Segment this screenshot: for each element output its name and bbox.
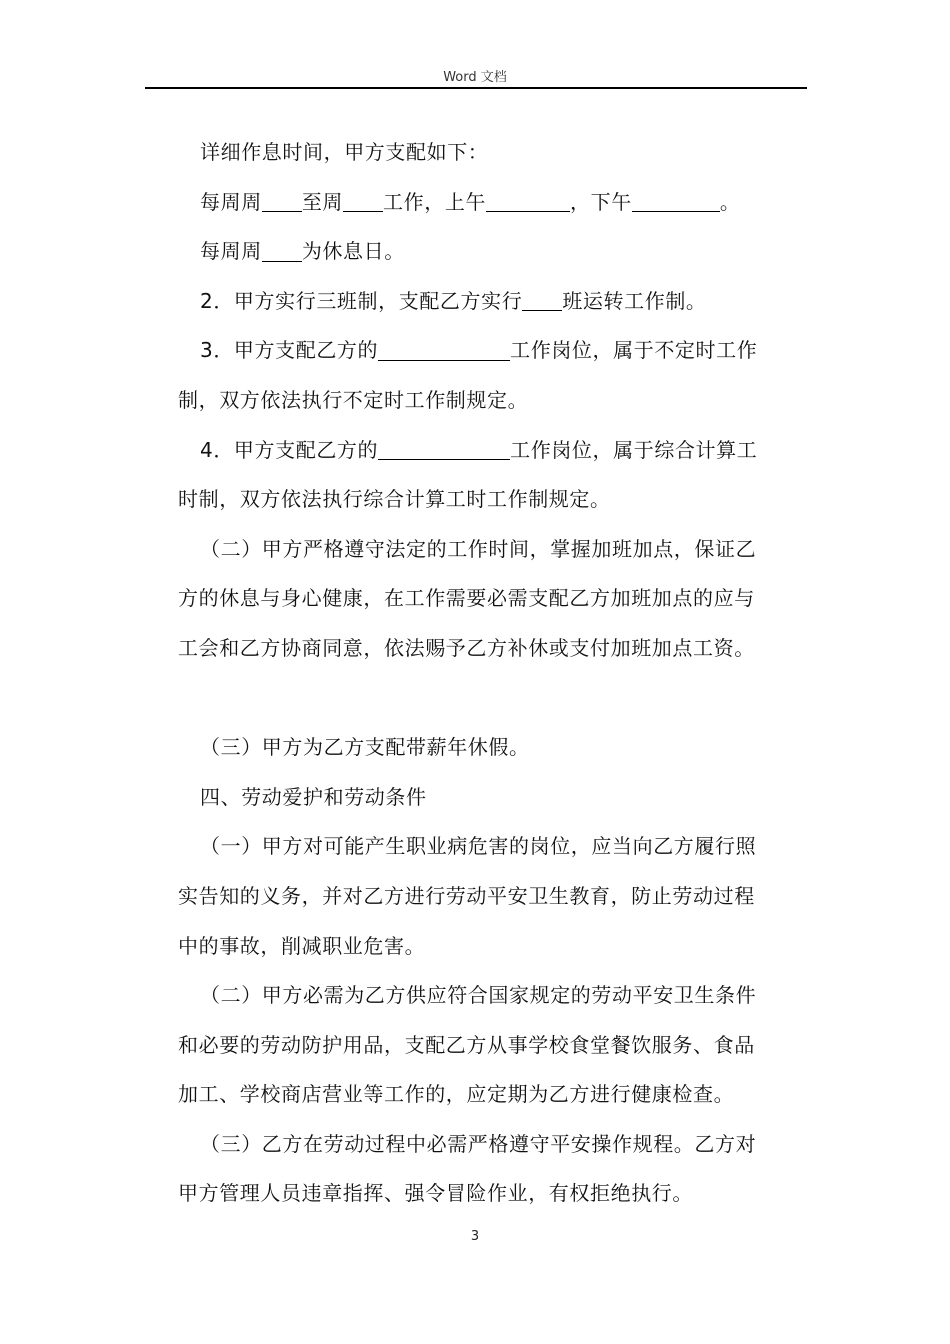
body-text [178, 128, 808, 1219]
paragraph-line: （三）乙方在劳动过程中必需严格遵守平安操作规程。乙方对 [200, 1131, 757, 1156]
paragraph-line: 2．甲方实行三班制，支配乙方实行 班运转工作制。 [200, 288, 707, 313]
paragraph-line: 详细作息时间，甲方支配如下： [200, 140, 489, 164]
page-number: 3 [470, 1229, 480, 1244]
fill-blank [343, 189, 383, 212]
paragraph-line: （一）甲方对可能产生职业病危害的岗位，应当向乙方履行照 [200, 834, 757, 859]
paragraph-line: 和必要的劳动防护用品，支配乙方从事学校食堂餐饮服务、食品 [178, 1032, 755, 1057]
paragraph-line: 每周周 至周 工作，上午 ，下午 。 [200, 189, 741, 214]
paragraph-line: （二）甲方必需为乙方供应符合国家规定的劳动平安卫生条件 [200, 983, 757, 1008]
paragraph-line: 甲方管理人员违章指挥、强令冒险作业，有权拒绝执行。 [178, 1181, 693, 1206]
paragraph-line: 工会和乙方协商同意，依法赐予乙方补休或支付加班加点工资。 [178, 635, 755, 660]
fill-blank [522, 288, 562, 311]
header-rule [145, 87, 807, 89]
fill-blank [378, 338, 510, 361]
paragraph-line: 中的事故，削减职业危害。 [178, 933, 426, 958]
paragraph-line: （三）甲方为乙方支配带薪年休假。 [200, 735, 530, 760]
paragraph-line: 4．甲方支配乙方的 工作岗位，属于综合计算工 [200, 437, 758, 462]
paragraph-line: 方的休息与身心健康，在工作需要必需支配乙方加班加点的应与 [178, 586, 755, 611]
paragraph-line: （二）甲方严格遵守法定的工作时间，掌握加班加点，保证乙 [200, 536, 757, 561]
section-heading: 四、劳动爱护和劳动条件 [200, 784, 427, 809]
fill-blank [378, 437, 510, 460]
paragraph-line: 时制，双方依法执行综合计算工时工作制规定。 [178, 487, 611, 512]
paragraph-line: 制，双方依法执行不定时工作制规定。 [178, 387, 529, 412]
fill-blank [486, 189, 570, 212]
header-title: Word 文档 [443, 70, 507, 85]
paragraph-line: 加工、学校商店营业等工作的，应定期为乙方进行健康检查。 [178, 1082, 735, 1107]
fill-blank [262, 239, 302, 262]
paragraph-line: 实告知的义务，并对乙方进行劳动平安卫生教育，防止劳动过程 [178, 883, 755, 908]
paragraph-line: 每周周 为休息日。 [200, 239, 405, 264]
paragraph-gap [178, 674, 808, 724]
fill-blank [262, 189, 302, 212]
paragraph-line: 3．甲方支配乙方的 工作岗位，属于不定时工作 [200, 338, 758, 363]
fill-blank [632, 189, 720, 212]
